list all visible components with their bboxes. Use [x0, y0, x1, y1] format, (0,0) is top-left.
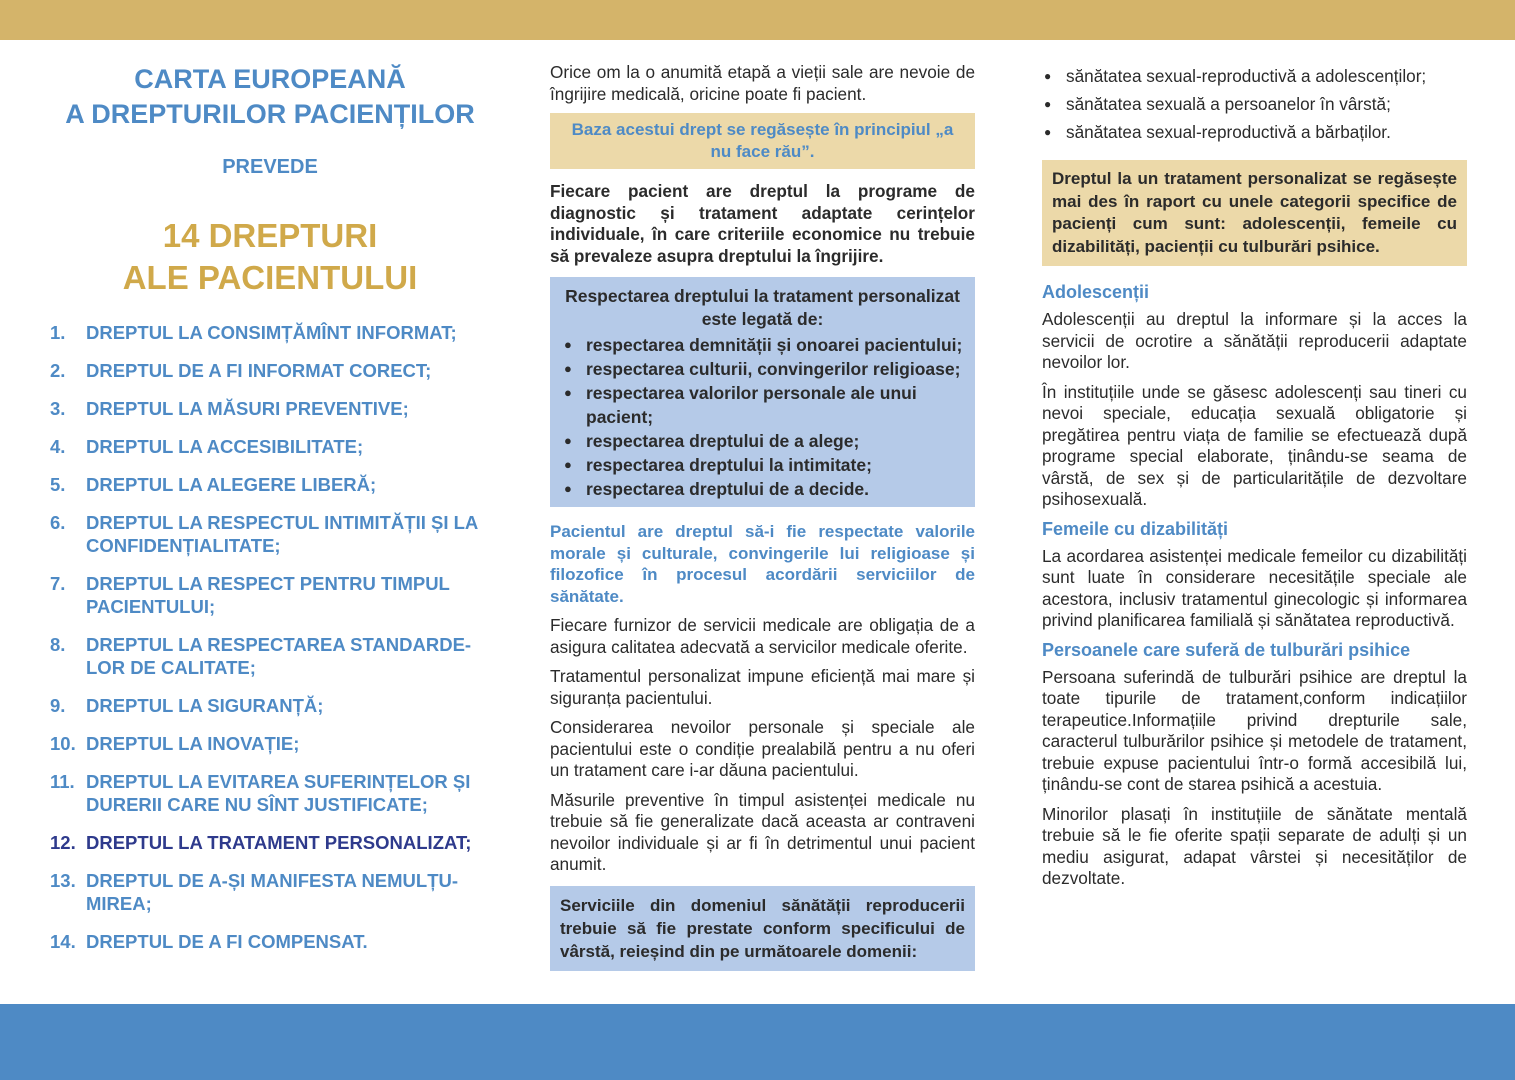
right-item: 4. DREPTUL LA ACCESIBILITATE;: [50, 436, 364, 457]
paragraph: Tratamentul personalizat impune eficiență mai mare și siguranța pacientului.: [550, 666, 975, 708]
domains-list: [1042, 62, 1467, 146]
list-item: ● respectarea dreptului la intimitate;: [562, 453, 963, 477]
list-item: ● respectarea dreptului de a alege;: [562, 429, 963, 453]
paragraph: Fiecare furnizor de servicii medicale are obligația de a asigura calitatea adecvată a servicilor medicale oferite.: [550, 615, 975, 657]
list-item: ● respectarea culturii, convingerilor religioase;: [562, 357, 963, 381]
right-item: 1. DREPTUL LA CONSIMȚĂMÎNT INFORMAT;: [50, 322, 457, 343]
right-item: 8. DREPTUL LA RESPECTAREA STANDARDE-LOR DE CALITATE;: [50, 634, 472, 678]
right-item: 10. DREPTUL LA INOVAȚIE;: [50, 733, 300, 754]
right-item: 6. DREPTUL LA RESPECTUL INTIMITĂȚII ȘI LA CONFIDENȚIALITATE;: [50, 512, 478, 556]
list-item: ● respectarea demnității și onoarei pacientului;: [562, 333, 963, 357]
list-item: ● respectarea valorilor personale ale unui pacient;: [562, 381, 963, 429]
right-item: 5. DREPTUL LA ALEGERE LIBERĂ;: [50, 474, 377, 495]
paragraph: Minorilor plasați în instituțiile de sănătate mentală trebuie să le fie oferite spații separate de adulți și un mediu asigurat, adapat vârstei și necesităților de dezvoltate.: [1042, 803, 1467, 888]
rights-column: [40, 62, 500, 968]
charter-title: CARTA EUROPEANĂ A DREPTURILOR PACIENȚILOR: [65, 64, 475, 129]
paragraph: Măsurile preventive în timpul asistenței medicale nu trebuie să fie generalizate dacă aceasta ar contraveni nevoilor individuale și ar fi în detrimentul unui pacient anumit.: [550, 789, 975, 874]
right-item: 11. DREPTUL LA EVITAREA SUFERINȚELOR ȘI DURERII CARE NU SÎNT JUSTIFICATE;: [50, 771, 471, 815]
paragraph: Persoana suferindă de tulburări psihice are dreptul la toate tipurile de tratament,conform indicațiilor terapeutice.Informațiile privind drepturile sale, caracterul tulburărilor psihice și metodele de tratament, trebuie expuse pacientului într-o formă accesibilă lui, ținându-se cont de starea psihică a acestuia.: [1042, 666, 1467, 794]
respect-box: [550, 277, 975, 507]
reproductive-services-box: Serviciile din domeniul sănătății reproducerii trebuie să fie prestate conform specificului de vârstă, reieșind din pe următoarele domenii:: [550, 886, 975, 971]
right-item: 13. DREPTUL DE A-ȘI MANIFESTA NEMULȚU-MIREA;: [50, 870, 459, 914]
list-item: ● respectarea dreptului de a decide.: [562, 477, 963, 501]
personalized-treatment-column: [550, 62, 975, 971]
respect-box-heading: Respectarea dreptului la tratament personalizat este legată de:: [565, 286, 960, 329]
women-heading: Femeile cu dizabilități: [1042, 518, 1229, 539]
rights-list: [50, 321, 500, 953]
mental-health-heading: Persoanele care suferă de tulburări psihice: [1042, 639, 1411, 660]
list-item: ● sănătatea sexual-reproductivă a adolescenților;: [1042, 62, 1467, 90]
paragraph: În instituțiile unde se găsesc adolescenți sau tineri cu nevoi speciale, educația sexuală obligatorie și pregătirea pentru viața de familie se efectuează după programe special elaborate, ținându-se seama de vârstă, de sex și de particularitățile de dezvoltare psihosexuală.: [1042, 381, 1467, 509]
list-item: ● sănătatea sexual-reproductivă a bărbaților.: [1042, 118, 1467, 146]
respect-list: [562, 333, 963, 501]
list-item: ● sănătatea sexuală a persoanelor în vârstă;: [1042, 90, 1467, 118]
values-paragraph: Pacientul are dreptul să-i fie respectate valorile morale și culturale, convingerile lui religioase și filozofice în procesul acordării serviciilor de sănătate.: [550, 522, 975, 606]
rights-title: 14 DREPTURI ALE PACIENTULUI: [122, 217, 418, 296]
specific-patients-column: [1042, 62, 1467, 898]
bold-paragraph: Fiecare pacient are dreptul la programe de diagnostic și tratament adaptate cerințelor individuale, în care criteriile economice nu trebuie să prevaleze asupra dreptului la îngrijire.: [550, 181, 975, 266]
adolescents-heading: Adolescenții: [1042, 282, 1150, 302]
categories-box: Dreptul la un tratament personalizat se regăsește mai des în raport cu unele categorii specifice de pacienți cum sunt: adolescenții, femeile cu dizabilități, pacienții cu tulburări psihice.: [1042, 160, 1467, 266]
right-item: 2. DREPTUL DE A FI INFORMAT CORECT;: [50, 360, 432, 381]
right-item: 9. DREPTUL LA SIGURANȚĂ;: [50, 695, 324, 716]
right-item: 3. DREPTUL LA MĂSURI PREVENTIVE;: [50, 398, 409, 419]
bottom-color-band: [0, 1004, 1515, 1080]
paragraph: La acordarea asistenței medicale femeilor cu dizabilități sunt luate în considerare necesitățile speciale ale acestora, inclusiv tratamentul ginecologic și informarea privind planificarea familială și sănătatea reproductivă.: [1042, 545, 1467, 630]
principle-box: Baza acestui drept se regăsește în principiul „a nu face rău”.: [550, 113, 975, 169]
paragraph: Considerarea nevoilor personale și speciale ale pacientului este o condiție prealabilă pentru a nu oferi un tratament care i-ar dăuna pacientului.: [550, 717, 975, 780]
right-item-highlighted: 12. DREPTUL LA TRATAMENT PERSONALIZAT;: [50, 832, 472, 853]
intro-paragraph: Orice om la o anumită etapă a vieții sale are nevoie de îngrijire medicală, oricine poate fi pacient.: [550, 62, 975, 104]
top-color-band: [0, 0, 1515, 40]
paragraph: Adolescenții au dreptul la informare și la acces la servicii de ocrotire a sănătății reproducerii adaptate nevoilor lor.: [1042, 309, 1467, 372]
right-item: 7. DREPTUL LA RESPECT PENTRU TIMPUL PACIENTULUI;: [50, 573, 450, 617]
prevede-label: PREVEDE: [222, 156, 318, 178]
right-item: 14. DREPTUL DE A FI COMPENSAT.: [50, 931, 368, 952]
